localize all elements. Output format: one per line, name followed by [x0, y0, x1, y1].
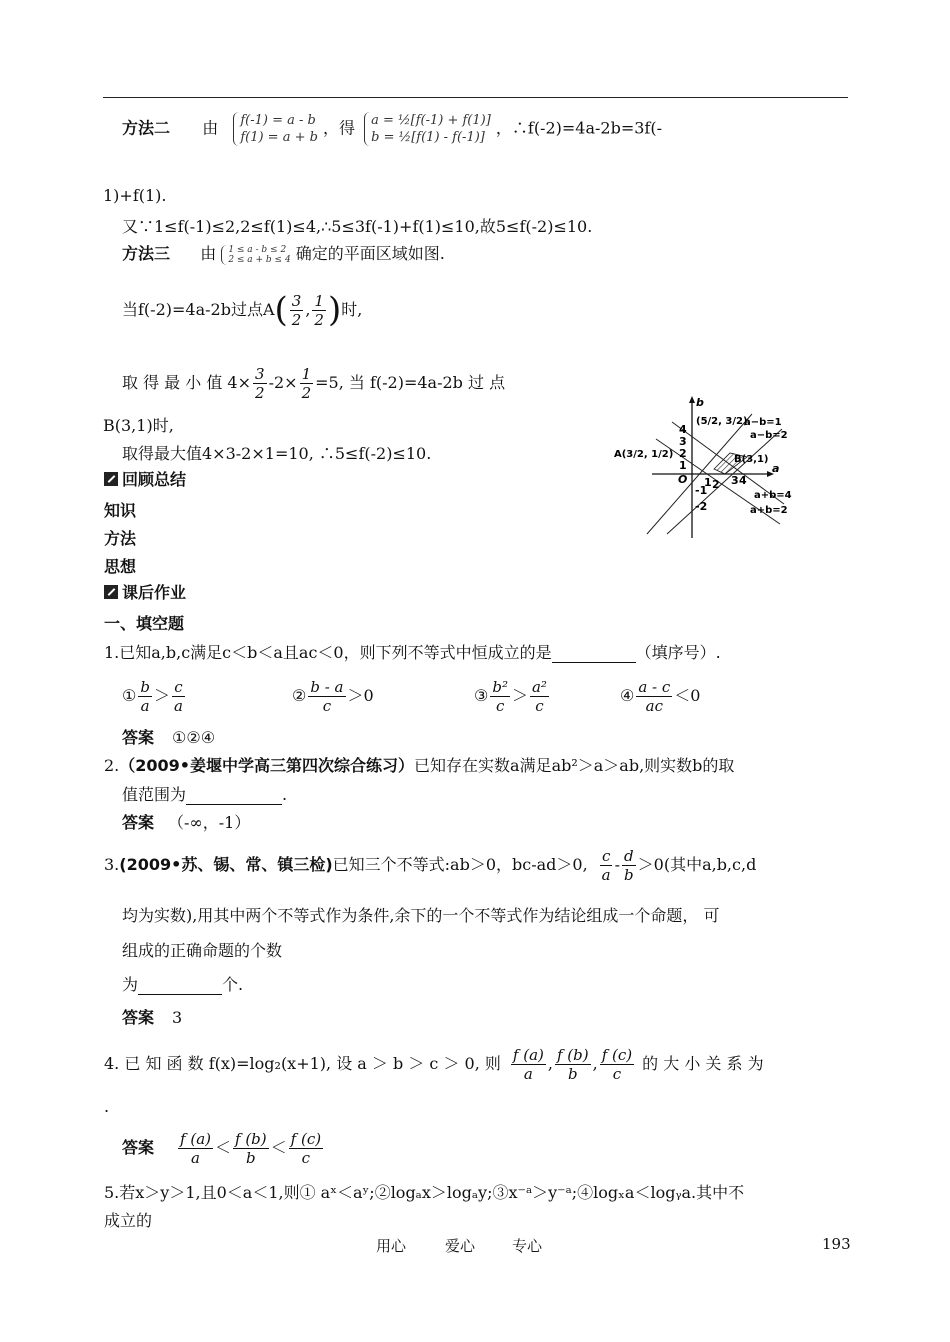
origin-label: O: [678, 473, 688, 486]
den: 2: [291, 310, 302, 329]
left-paren: (: [274, 290, 288, 330]
q3-stem: [104, 842, 756, 888]
homework-heading: [104, 583, 186, 603]
header-rule: [103, 97, 848, 98]
q5-stem: 5.若x＞y＞1,且0＜a＜1,则① aˣ＜aʸ;②logₐx＞logₐy;③x⁻ᵃ＞y⁻ᵃ;④logₓa＜logᵧa.其中不: [104, 1183, 745, 1202]
fraction: [138, 678, 152, 715]
q2-tail: .: [282, 785, 288, 804]
q3-answer: [122, 1008, 182, 1028]
num: c: [601, 846, 611, 865]
system2-eq1: a = ½[f(-1) + f(1)]: [371, 113, 491, 128]
method2-system2: [364, 112, 491, 146]
q2-text: 已知存在实数a满足ab²＞a＞ab,则实数b的取: [414, 756, 735, 775]
q3-line2: 均为实数),用其中两个不等式作为条件,余下的一个不等式作为结论组成一个命题， 可: [122, 906, 720, 925]
point-a-pre: 当f(-2)=4a-2b过点A: [122, 300, 275, 319]
q3-line3: 组成的正确命题的个数: [122, 941, 283, 960]
q2-blank: [186, 804, 282, 805]
num: 1: [314, 291, 324, 310]
method2-cont: 1)+f(1).: [103, 186, 167, 205]
thought-label: 思想: [104, 557, 137, 576]
method3-label: 方法三: [122, 244, 171, 263]
fraction: [622, 847, 636, 884]
fraction: [290, 292, 304, 329]
den: ac: [645, 696, 663, 715]
num: b - a: [310, 677, 344, 696]
den: c: [301, 1148, 311, 1167]
den: b: [567, 1064, 578, 1083]
method3-eq2: 2 ≤ a + b ≤ 4: [228, 254, 291, 265]
q3-text-tail: ＞0(其中a,b,c,d: [637, 855, 757, 874]
fraction: [600, 847, 613, 884]
num: f (b): [235, 1129, 267, 1148]
answer-label: 答案: [122, 728, 155, 747]
q2-text2: 值范围为: [122, 785, 187, 804]
q2-line2: [122, 785, 287, 805]
q5-line2: 成立的: [104, 1211, 153, 1230]
den: 2: [255, 383, 265, 402]
line-label: a+b=2: [750, 505, 788, 516]
method3-system: [221, 245, 290, 265]
min-mid: -2×: [268, 373, 298, 392]
method3-rest: 确定的平面区域如图.: [295, 244, 445, 263]
min-post: =5, 当 f(-2)=4a-2b 过 点: [315, 373, 506, 392]
point-top-label: (5/2, 3/2): [696, 416, 748, 427]
den: 2: [301, 383, 312, 402]
x-tick-label: 1: [704, 476, 712, 489]
q3-text: 已知三个不等式:ab＞0，bc-ad＞0,: [332, 855, 588, 874]
q3-line4-pre: 为: [122, 975, 139, 994]
less-than: ＜: [214, 1138, 231, 1157]
point-b-line: B(3,1)时,: [103, 416, 174, 435]
max-line: 取得最大值4×3-2×1=10, ∴5≤f(-2)≤10.: [122, 444, 432, 463]
opt-mark: ②: [292, 686, 307, 705]
method2-de: ，得: [323, 118, 356, 138]
q1-opt4: [620, 673, 700, 719]
q2-source: （2009•姜堰中学高三第四次综合练习）: [119, 756, 415, 775]
method3-you: 由: [200, 244, 217, 263]
method2-you: 由: [202, 118, 219, 138]
q3-source: (2009•苏、锡、常、镇三检): [119, 855, 333, 874]
num: f (c): [601, 1045, 633, 1064]
page-number: 193: [822, 1235, 851, 1253]
method2-tail: ，∴f(-2)=4a-2b=3f(-: [495, 118, 662, 138]
separator: ,: [547, 1054, 553, 1073]
fraction: [555, 1046, 591, 1083]
method3-eq1: 1 ≤ a - b ≤ 2: [228, 244, 287, 255]
q1-blank: [552, 662, 636, 663]
den: a: [191, 1148, 200, 1167]
fraction: [636, 678, 672, 715]
num: d: [624, 846, 634, 865]
num: f (a): [512, 1045, 544, 1064]
fraction: [490, 678, 510, 715]
separator: ,: [592, 1054, 598, 1073]
line-label: a−b=2: [750, 430, 788, 441]
fraction: [530, 678, 549, 715]
method2-system1: [233, 112, 318, 146]
answer-value: ①②④: [172, 728, 216, 747]
fraction: [511, 1046, 546, 1083]
opt-mark: ③: [474, 686, 489, 705]
num: 1: [301, 364, 312, 383]
q1-tail: （填序号）.: [635, 643, 721, 662]
review-heading: [104, 470, 186, 490]
num: f (b): [556, 1045, 589, 1064]
den: c: [535, 696, 544, 715]
y-tick-label: -2: [695, 500, 708, 513]
q1-opt3: [474, 673, 551, 719]
q4-answer: [122, 1124, 325, 1172]
region-figure: [612, 394, 812, 540]
op: ＞: [511, 686, 528, 705]
fraction: [289, 1130, 323, 1167]
op: ＜0: [674, 686, 701, 705]
q4-dot: .: [104, 1097, 110, 1116]
num: a²: [531, 677, 547, 696]
point-a-post: 时,: [341, 300, 363, 319]
den: a: [140, 696, 150, 715]
fraction: [600, 1046, 634, 1083]
num: b: [140, 677, 150, 696]
footer-text-1: 用心: [376, 1237, 407, 1255]
q3-blank: [138, 994, 222, 995]
y-tick-label: 3: [679, 435, 687, 448]
q2-answer: [122, 813, 250, 833]
opt-mark: ④: [620, 686, 635, 705]
op: ＞: [153, 686, 170, 705]
num: 3: [255, 364, 265, 383]
opt-mark: ①: [122, 686, 137, 705]
fraction: [178, 1130, 213, 1167]
y-tick-label: 4: [679, 423, 687, 436]
q3-line4: [122, 975, 243, 995]
den: a: [523, 1064, 533, 1083]
q1-opt2: [292, 673, 374, 719]
q1-answer: [122, 728, 215, 748]
method2-label: 方法二: [122, 118, 171, 138]
y-tick-label: 2: [679, 447, 687, 460]
den: 2: [314, 310, 324, 329]
den: b: [246, 1148, 256, 1167]
method-label: 方法: [104, 529, 137, 548]
footer-text-3: 专心: [512, 1237, 543, 1255]
num: f (c): [290, 1129, 322, 1148]
answer-value: （-∞，-1）: [168, 813, 251, 832]
num: f (a): [180, 1129, 211, 1148]
knowledge-label: 知识: [104, 501, 137, 520]
num: b²: [492, 677, 508, 696]
method2-line: [122, 112, 662, 172]
pencil-icon: [104, 472, 118, 486]
review-text: 回顾总结: [122, 470, 187, 489]
x-tick-label: 2: [712, 478, 720, 491]
q3-num: 3.: [104, 855, 120, 874]
answer-value: 3: [172, 1008, 183, 1027]
answer-label: 答案: [122, 1008, 155, 1027]
answer-label: 答案: [122, 1138, 155, 1157]
b-axis-arrow: [689, 396, 695, 403]
a-axis-label: a: [772, 462, 780, 475]
footer-text-2: 爱心: [445, 1237, 476, 1255]
point-b-label: B(3,1): [734, 454, 769, 465]
q4-tail: 的 大 小 关 系 为: [642, 1054, 764, 1073]
q4-stem: [104, 1040, 764, 1088]
system1-eq2: f(1) = a + b: [240, 130, 318, 145]
line-label: a+b=4: [754, 490, 792, 501]
fraction: [312, 292, 326, 329]
answer-label: 答案: [122, 813, 155, 832]
system1-eq1: f(-1) = a - b: [240, 113, 316, 128]
op: ＞0: [347, 686, 374, 705]
point-a-line: [122, 287, 362, 333]
pencil-icon: [104, 585, 118, 599]
x-tick-label: 4: [739, 474, 747, 487]
min-pre: 取 得 最 小 值 4×: [122, 373, 252, 392]
point-a-label: A(3/2, 1/2): [614, 449, 674, 460]
num: a - c: [638, 677, 671, 696]
den: a: [601, 865, 611, 884]
num: c: [174, 677, 183, 696]
fraction: [253, 365, 267, 402]
less-than: ＜: [270, 1138, 287, 1157]
comma: ,: [305, 300, 311, 319]
num: 3: [291, 291, 302, 310]
den: a: [173, 696, 183, 715]
fraction: [308, 678, 345, 715]
method3-line: [122, 244, 445, 265]
q1-stem: [104, 643, 721, 663]
q4-text: 4. 已 知 函 数 f(x)=log₂(x+1), 设 a ＞ b ＞ c ＞ 0, 则: [104, 1054, 501, 1073]
minus: -: [614, 855, 621, 874]
y-tick-label: -1: [695, 484, 708, 497]
q1-opt1: [122, 673, 187, 719]
b-axis-label: b: [696, 396, 704, 409]
den: b: [624, 865, 634, 884]
method2-line2: 又∵1≤f(-1)≤2,2≤f(1)≤4,∴5≤3f(-1)+f(1)≤10,故5≤f(-2)≤10.: [122, 217, 593, 236]
fill-title: 一、填空题: [104, 614, 185, 633]
q1-text: 1.已知a,b,c满足c＜b＜a且ac＜0，则下列不等式中恒成立的是: [104, 643, 552, 662]
q2-stem: [104, 756, 734, 776]
fraction: [300, 365, 314, 402]
fraction: [172, 678, 185, 715]
line-label: a−b=1: [744, 417, 782, 428]
den: c: [322, 696, 332, 715]
right-paren: ): [327, 290, 342, 330]
q3-line4-post: 个.: [222, 975, 244, 994]
den: c: [612, 1064, 622, 1083]
system2-eq2: b = ½[f(1) - f(-1)]: [371, 130, 485, 145]
x-tick-label: 3: [731, 474, 739, 487]
q2-num: 2.: [104, 756, 120, 775]
homework-text: 课后作业: [122, 583, 187, 602]
den: c: [495, 696, 505, 715]
fraction: [233, 1130, 269, 1167]
min-line: [122, 360, 505, 406]
y-tick-label: 1: [679, 459, 687, 472]
